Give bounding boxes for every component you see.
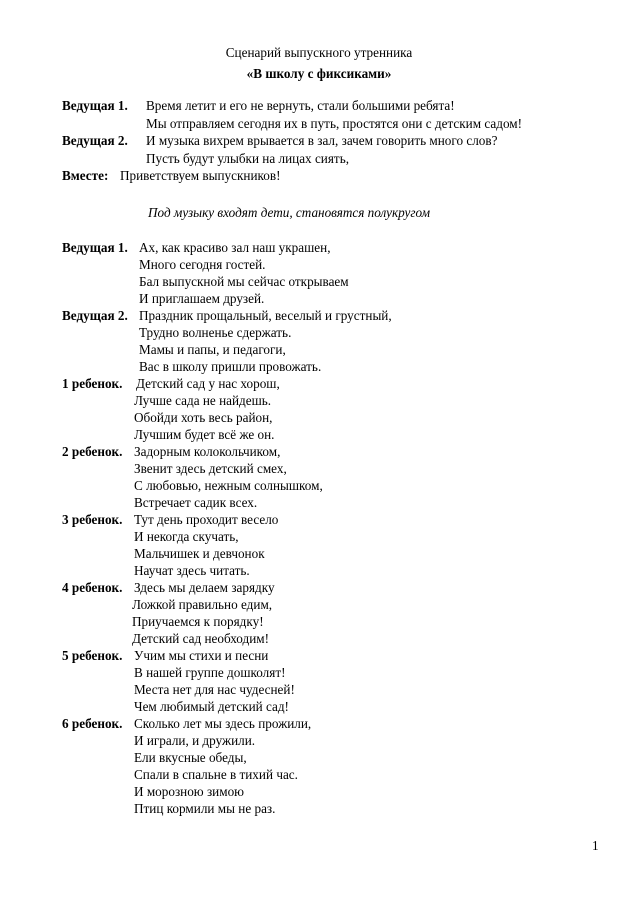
script-line: С любовью, нежным солнышком, [134, 478, 323, 493]
script-line: И музыка вихрем врывается в зал, зачем говорить много слов? [146, 133, 498, 148]
script-line: Время летит и его не вернуть, стали большими ребята! [146, 98, 455, 113]
script-line: Ели вкусные обеды, [134, 750, 247, 765]
script-line: Вас в школу пришли провожать. [139, 359, 322, 374]
script-line: Лучшим будет всё же он. [134, 427, 275, 442]
script-line: Учим мы стихи и песни [134, 648, 269, 663]
speaker-label: Ведущая 1. [62, 98, 128, 113]
script-line: И приглашаем друзей. [139, 291, 265, 306]
speaker-label: 4 ребенок. [62, 580, 123, 595]
script-line: Спали в спальне в тихий час. [134, 767, 298, 782]
script-line: Праздник прощальный, веселый и грустный, [139, 308, 392, 323]
speaker-label: Ведущая 1. [62, 240, 128, 255]
stage-direction: Под музыку входят дети, становятся полукругом [148, 205, 431, 220]
script-line: Мы отправляем сегодня их в путь, простятся они с детским садом! [146, 116, 523, 131]
script-line: Научат здесь читать. [134, 563, 250, 578]
speaker-label: 3 ребенок. [62, 512, 123, 527]
speaker-label: Ведущая 2. [62, 133, 128, 148]
script-line: Приучаемся к порядку! [132, 614, 264, 629]
script-line: Приветствуем выпускников! [120, 168, 281, 183]
script-line: Пусть будут улыбки на лицах сиять, [146, 151, 350, 166]
speaker-label: Ведущая 2. [62, 308, 128, 323]
script-line: Тут день проходит весело [134, 512, 279, 527]
script-line: Мамы и папы, и педагоги, [139, 342, 286, 357]
script-line: Чем любимый детский сад! [134, 699, 289, 714]
script-line: Мальчишек и девчонок [134, 546, 265, 561]
script-line: Встречает садик всех. [134, 495, 258, 510]
script-line: Здесь мы делаем зарядку [134, 580, 275, 595]
script-line: Ложкой правильно едим, [132, 597, 273, 612]
script-line: Обойди хоть весь район, [134, 410, 273, 425]
script-line: Бал выпускной мы сейчас открываем [139, 274, 349, 289]
speaker-label: 5 ребенок. [62, 648, 123, 663]
script-line: Лучше сада не найдешь. [134, 393, 272, 408]
script-line: Детский сад необходим! [132, 631, 269, 646]
speaker-label: 1 ребенок. [62, 376, 123, 391]
script-line: И некогда скучать, [134, 529, 239, 544]
script-line: Ах, как красиво зал наш украшен, [139, 240, 331, 255]
script-line: Много сегодня гостей. [139, 257, 266, 272]
script-line: Места нет для нас чудесней! [134, 682, 295, 697]
script-line: В нашей группе дошколят! [134, 665, 286, 680]
script-line: Трудно волненье сдержать. [139, 325, 292, 340]
script-line: Сколько лет мы здесь прожили, [134, 716, 312, 731]
script-line: И играли, и дружили. [134, 733, 256, 748]
script-line: Детский сад у нас хорош, [136, 376, 280, 391]
speaker-label: 6 ребенок. [62, 716, 123, 731]
script-line: И морозною зимою [134, 784, 245, 799]
script-line: Задорным колокольчиком, [134, 444, 281, 459]
document-subtitle: «В школу с фиксиками» [246, 66, 392, 81]
script-line: Птиц кормили мы не раз. [134, 801, 276, 816]
document-title: Сценарий выпускного утренника [225, 45, 413, 60]
page-number: 1 [592, 838, 599, 853]
speaker-label: Вместе: [62, 168, 109, 183]
script-line: Звенит здесь детский смех, [134, 461, 287, 476]
speaker-label: 2 ребенок. [62, 444, 123, 459]
